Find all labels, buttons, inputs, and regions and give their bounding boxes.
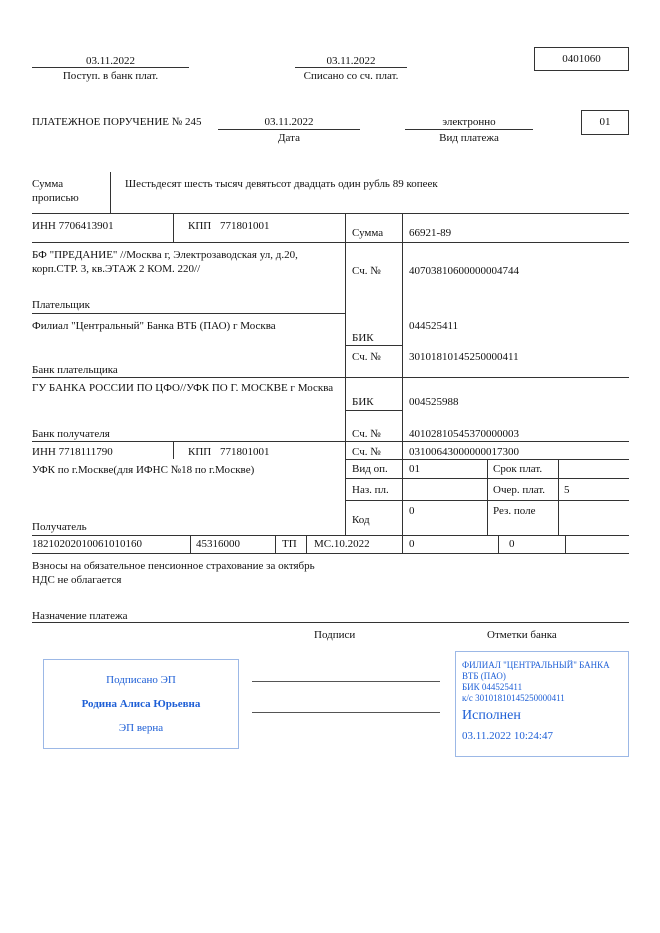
payer-bank-account: 30101810145250000411 <box>409 351 519 363</box>
signature-stamp <box>43 659 239 749</box>
row-line <box>32 441 629 442</box>
received-date: 03.11.2022 <box>85 55 136 67</box>
payer-bank-section-label: Банк плательщика <box>32 364 118 376</box>
purpose-code-label: Наз. пл. <box>352 484 389 496</box>
document-date-underline <box>218 129 360 130</box>
form-code-box <box>534 47 629 71</box>
purpose-label: Назначение платежа <box>32 610 128 622</box>
status-code: 01 <box>599 116 611 128</box>
payee-bank-section-label: Банк получателя <box>32 428 110 440</box>
col-line <box>498 535 499 553</box>
payment-type-label: Вид платежа <box>439 132 499 144</box>
due-label: Срок плат. <box>493 463 543 475</box>
code-label: Код <box>352 514 370 526</box>
status-code-box <box>581 110 629 135</box>
payee-name: УФК по г.Москве(для ИФНС №18 по г.Москве) <box>32 464 255 476</box>
row-line <box>345 345 402 346</box>
payer-bank-name: Филиал "Центральный" Банка ВТБ (ПАО) г Москва <box>32 320 276 332</box>
row-line <box>32 535 629 536</box>
priority-value: 5 <box>564 484 570 496</box>
col-line <box>275 535 276 553</box>
document-date: 03.11.2022 <box>264 116 314 128</box>
debited-date-underline <box>295 67 407 68</box>
row-line <box>345 410 402 411</box>
amount-words-divider <box>110 172 111 213</box>
signature-line-1 <box>252 681 440 682</box>
payee-bank-bik-label: БИК <box>352 396 374 408</box>
tax-basis: ТП <box>282 538 297 550</box>
stamp-verified-label: ЭП верна <box>118 722 164 734</box>
col-line <box>173 441 174 459</box>
tax-doc-number: 0 <box>409 538 415 550</box>
payer-name-2: корп.СТР. 3, кв.ЭТАЖ 2 КОМ. 220// <box>32 263 201 275</box>
col-line <box>190 535 191 553</box>
payer-bank-bik-label: БИК <box>352 332 374 344</box>
tax-period: МС.10.2022 <box>314 538 370 550</box>
payer-account: 40703810600000004744 <box>409 265 519 277</box>
payee-bank-bik: 004525988 <box>409 396 459 408</box>
col-line <box>173 213 174 242</box>
payer-inn: ИНН 7706413901 <box>32 220 114 232</box>
debited-date-label: Списано со сч. плат. <box>303 70 399 82</box>
amount-words-value: Шестьдесят шесть тысяч девятьсот двадцать один рубль 89 копеек <box>125 178 438 190</box>
payee-account-label: Сч. № <box>352 446 381 458</box>
signature-line-2 <box>252 712 440 713</box>
payer-name-1: БФ "ПРЕДАНИЕ" //Москва г, Электрозаводская ул, д.20, <box>32 249 298 261</box>
col-line <box>402 213 403 553</box>
bank-stamp <box>455 651 629 757</box>
col-line <box>565 535 566 553</box>
col-line <box>306 535 307 553</box>
bank-stamp-line-1: ФИЛИАЛ "ЦЕНТРАЛЬНЫЙ" БАНКА <box>462 660 610 670</box>
amount-words-label-2: прописью <box>32 192 79 204</box>
reserve-label: Рез. поле <box>493 505 536 517</box>
document-date-label: Дата <box>278 132 300 144</box>
payee-account: 03100643000000017300 <box>409 446 519 458</box>
payer-section-label: Плательщик <box>32 299 90 311</box>
payer-account-label: Сч. № <box>352 265 381 277</box>
payer-kpp-label: КПП <box>188 220 212 232</box>
purpose-underline <box>32 622 629 623</box>
received-date-underline <box>32 67 189 68</box>
amount-words-label-1: Сумма <box>32 178 64 190</box>
payee-kpp: 771801001 <box>220 446 270 458</box>
op-type-label: Вид оп. <box>352 463 388 475</box>
col-line <box>558 459 559 535</box>
stamp-signer-name: Родина Алиса Юрьевна <box>81 698 201 710</box>
payee-kpp-label: КПП <box>188 446 212 458</box>
op-type: 01 <box>409 463 420 475</box>
payee-bank-account-label: Сч. № <box>352 428 381 440</box>
document-title: ПЛАТЕЖНОЕ ПОРУЧЕНИЕ № 245 <box>32 116 202 128</box>
tax-oktmo: 45316000 <box>196 538 240 550</box>
stamp-signed-label: Подписано ЭП <box>106 674 176 686</box>
bank-marks-label: Отметки банка <box>487 629 557 641</box>
payment-type-underline <box>405 129 533 130</box>
row-line <box>32 242 629 243</box>
payer-kpp: 771801001 <box>220 220 270 232</box>
tax-doc-date: 0 <box>509 538 515 550</box>
col-line <box>345 213 346 535</box>
signatures-label: Подписи <box>314 629 356 641</box>
bank-stamp-status: Исполнен <box>462 708 521 723</box>
bank-stamp-corr-account: к/с 30101810145250000411 <box>462 693 565 703</box>
bank-stamp-bik: БИК 044525411 <box>462 682 523 692</box>
form-code: 0401060 <box>562 53 601 65</box>
priority-label: Очер. плат. <box>493 484 546 496</box>
bank-stamp-line-2: ВТБ (ПАО) <box>462 671 506 681</box>
payer-bank-bik: 044525411 <box>409 320 459 332</box>
purpose-line-1: Взносы на обязательное пенсионное страхование за октябрь <box>32 560 315 572</box>
tax-kbk: 18210202010061010160 <box>32 538 142 550</box>
col-line <box>487 459 488 535</box>
row-line <box>32 377 629 378</box>
row-line <box>32 213 629 214</box>
payee-bank-account: 40102810545370000003 <box>409 428 519 440</box>
payer-bank-account-label: Сч. № <box>352 351 381 363</box>
payee-bank-name: ГУ БАНКА РОССИИ ПО ЦФО//УФК ПО Г. МОСКВЕ г Москва <box>32 382 334 394</box>
row-line <box>32 313 345 314</box>
bank-stamp-datetime: 03.11.2022 10:24:47 <box>462 730 553 742</box>
payee-section-label: Получатель <box>32 521 87 533</box>
amount-value: 66921-89 <box>409 227 452 239</box>
payee-inn: ИНН 7718111790 <box>32 446 113 458</box>
code-value: 0 <box>409 505 415 517</box>
payment-type: электронно <box>442 116 496 128</box>
received-date-label: Поступ. в банк плат. <box>62 70 159 82</box>
debited-date: 03.11.2022 <box>326 55 376 67</box>
row-line <box>32 553 629 554</box>
purpose-line-2: НДС не облагается <box>32 574 122 586</box>
amount-label: Сумма <box>352 227 384 239</box>
